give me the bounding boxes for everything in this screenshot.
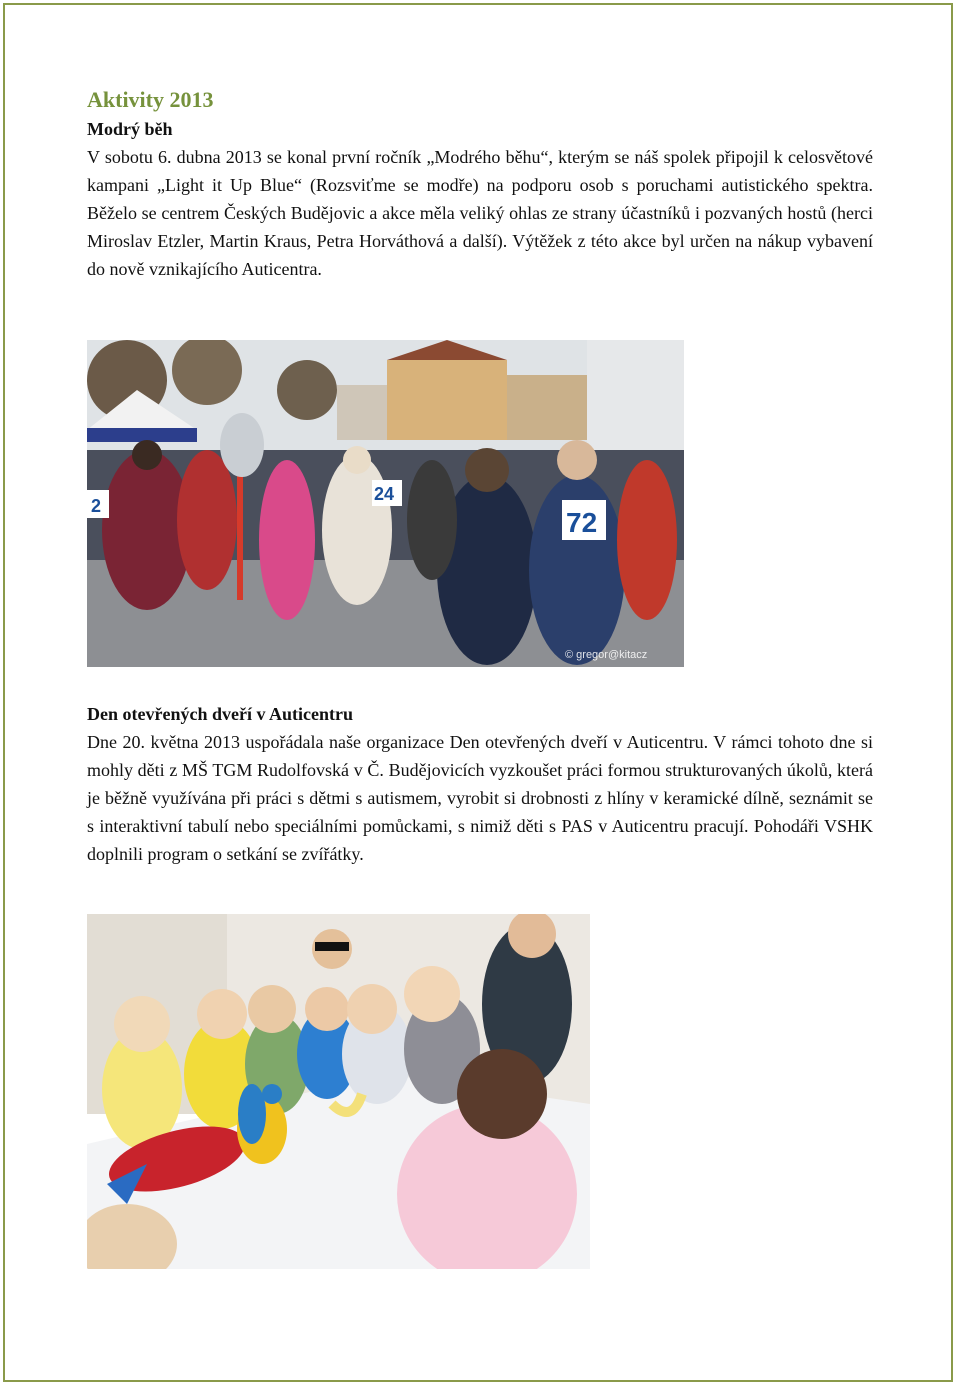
photo-blue-run-crowd [87,340,684,667]
paragraph-open-day: Dne 20. května 2013 uspořádala naše organizace Den otevřených dveří v Auticentru. V rámci tohoto dne si mohly děti z MŠ TGM Rudolfovská v Č. Budějovicích vyzkoušet práci formou strukturovaných úkolů, která je běžně využívána při práci s dětmi s autismem, vyrobit si drobnosti z hlíny v keramické dílně, seznámit se s interaktivní tabulí nebo speciálními pomůckami, s nimiž děti s PAS v Auticentru pracují. Pohodáři VSHK doplnili program o setkání se zvířátky. [87,732,873,864]
section-modry-beh [87,85,873,283]
page-title: Aktivity 2013 [87,87,214,112]
bib-number-24: 24 [374,484,395,504]
bib-number-72: 72 [566,507,598,538]
photo-watermark: © gregor@kitacz [565,649,648,661]
paragraph-modry-beh: V sobotu 6. dubna 2013 se konal první ročník „Modrého běhu“, kterým se náš spolek připojil k celosvětové kampani „Light it Up Blue“ (Rozsviťme se modře) na podporu osob s poruchami autistického spektra. Běželo se centrem Českých Budějovic a akce měla veliký ohlas ze strany účastníků i pozvaných hostů (herci Miroslav Etzler, Martin Kraus, Petra Horváthová a další). Výtěžek z této akce byl určen na nákup vybavení do nově vznikajícího Auticentra. [87,147,873,279]
section-open-day [87,700,873,868]
section-heading-modry-beh: Modrý běh [87,119,173,139]
photo-children-parrots [87,914,590,1269]
section-heading-open-day: Den otevřených dveří v Auticentru [87,704,353,724]
bib-number-2: 2 [91,496,102,516]
